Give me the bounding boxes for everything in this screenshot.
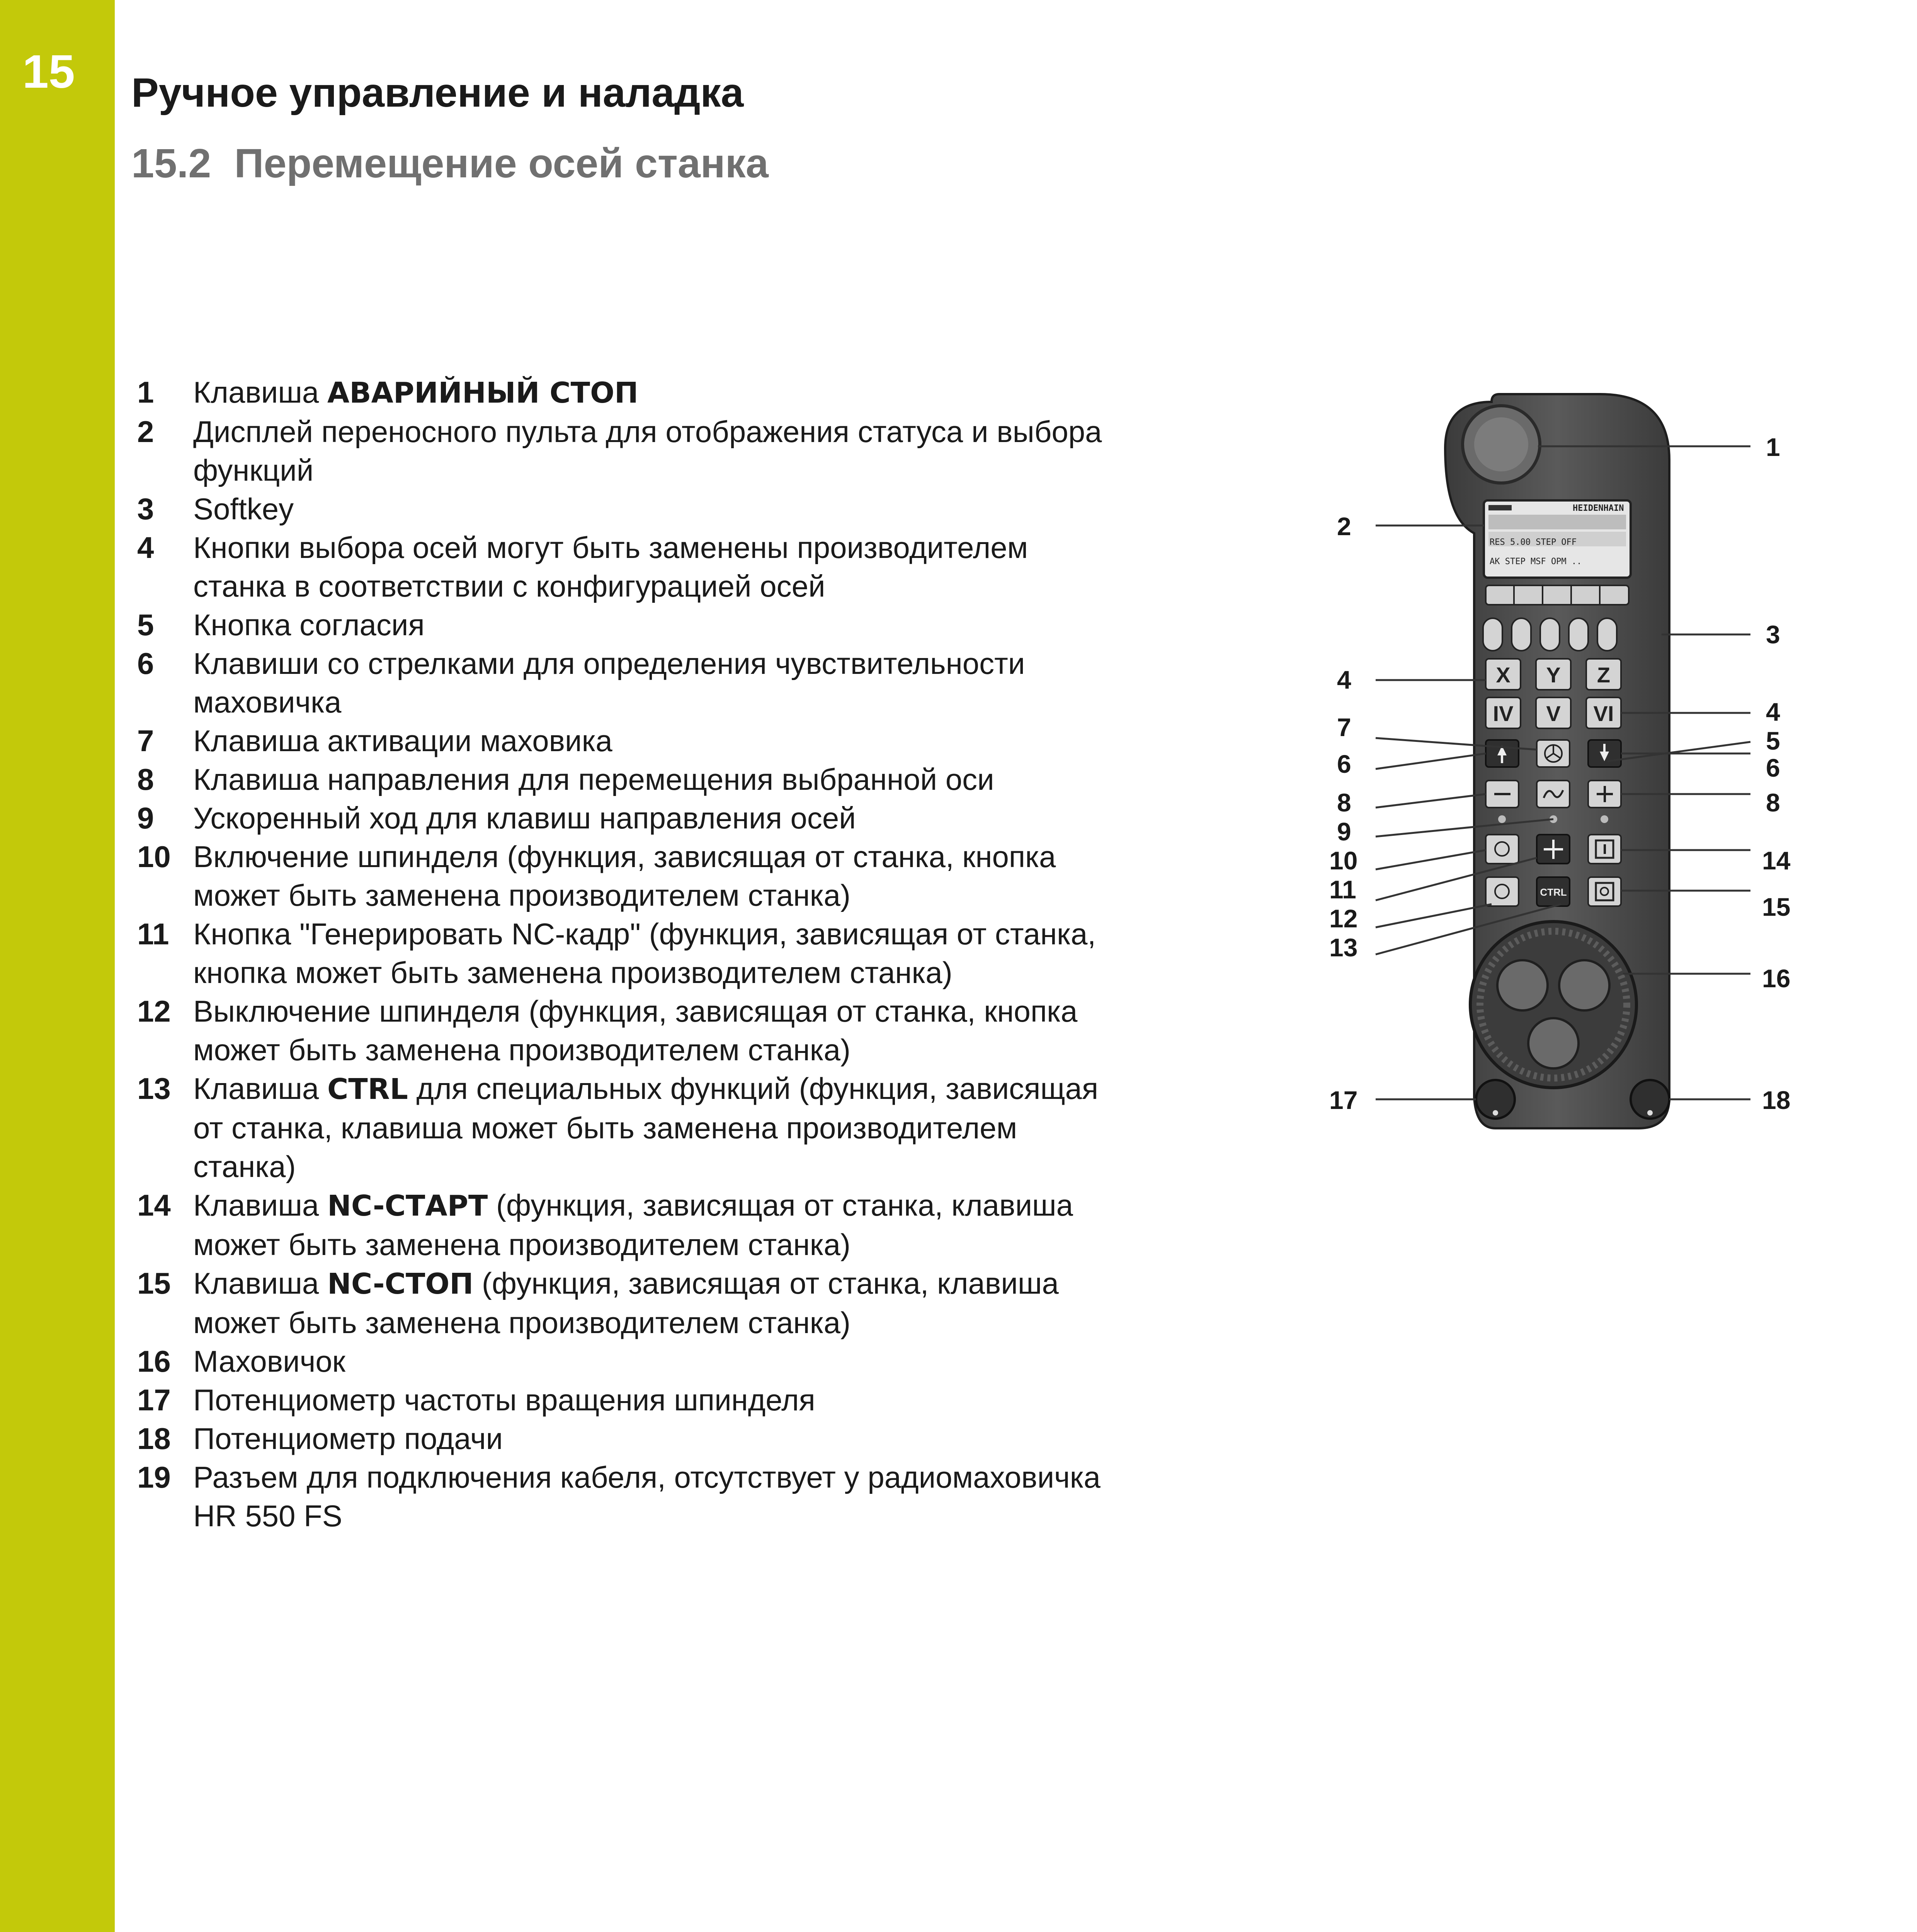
axis-key-vi: VI xyxy=(1593,701,1614,726)
legend-item xyxy=(137,799,1126,837)
legend-item-number: 7 xyxy=(137,724,154,758)
legend-item-text: Выключение шпинделя (функция, зависящая от станка, кнопка может быть заменена производителем станка) xyxy=(193,994,1078,1067)
axis-key-y: Y xyxy=(1546,663,1561,687)
legend-item xyxy=(137,490,1126,528)
legend-item-number: 11 xyxy=(137,917,169,951)
legend-item-number: 5 xyxy=(137,608,154,642)
legend-item-keyword: АВАРИЙНЫЙ СТОП xyxy=(327,376,638,410)
callout-7: 7 xyxy=(1337,713,1351,742)
legend-item xyxy=(137,528,1126,605)
axis-key-iv: IV xyxy=(1493,701,1514,726)
callout-11: 11 xyxy=(1329,875,1356,904)
callout-15: 15 xyxy=(1762,893,1791,921)
callout-8-right: 8 xyxy=(1766,788,1780,817)
callout-18: 18 xyxy=(1762,1086,1791,1114)
softkey-bar xyxy=(1486,585,1629,605)
legend-item-number: 16 xyxy=(137,1344,171,1378)
legend-item xyxy=(137,412,1126,490)
display-line-1: RES 5.00 STEP OFF xyxy=(1490,537,1577,547)
legend-item-number: 2 xyxy=(137,415,154,449)
legend-item-keyword: NC-СТОП xyxy=(327,1267,474,1301)
legend-item-text: Маховичок xyxy=(193,1344,345,1378)
callout-16: 16 xyxy=(1762,964,1791,993)
legend-item xyxy=(137,644,1126,721)
legend-item xyxy=(137,373,1126,412)
legend-item-text: Кнопка "Генерировать NC-кадр" (функция, зависящая от станка, кнопка может быть заменена производителем станка) xyxy=(193,917,1096,990)
legend-item-number: 4 xyxy=(137,531,154,565)
legend-item xyxy=(137,1342,1126,1381)
legend-item xyxy=(137,1419,1126,1458)
legend-item xyxy=(137,1069,1126,1186)
legend-item-number: 12 xyxy=(137,994,171,1028)
legend-item-text: Потенциометр подачи xyxy=(193,1422,503,1456)
callout-6-right: 6 xyxy=(1766,753,1780,782)
axis-key-x: X xyxy=(1496,663,1510,687)
callout-3: 3 xyxy=(1766,620,1780,649)
callout-5: 5 xyxy=(1766,726,1780,755)
callout-9: 9 xyxy=(1337,817,1351,846)
legend-item-keyword: CTRL xyxy=(327,1073,408,1106)
chapter-number: 15 xyxy=(22,45,75,98)
handwheel-knob-icon xyxy=(1470,922,1636,1088)
callout-6-left: 6 xyxy=(1337,750,1351,778)
legend-item-text: Клавиша xyxy=(193,375,327,409)
legend-item-number: 13 xyxy=(137,1071,171,1105)
legend-item-text-rest: для специальных функций (функция, зависящая от станка, клавиша может быть заменена производителем станка) xyxy=(193,1071,1099,1184)
callout-4-right: 4 xyxy=(1766,697,1780,726)
legend-item xyxy=(137,1458,1126,1535)
legend-list xyxy=(137,373,1126,1535)
legend-item-text: Кнопка согласия xyxy=(193,608,425,642)
direction-row xyxy=(1486,781,1621,808)
section-title-text: Перемещение осей станка xyxy=(234,141,769,186)
callout-2: 2 xyxy=(1337,512,1351,541)
legend-item-text: Включение шпинделя (функция, зависящая от станка, кнопка может быть заменена производителем станка) xyxy=(193,840,1056,912)
section-number: 15.2 xyxy=(131,141,211,186)
callout-17: 17 xyxy=(1329,1086,1358,1114)
axis-key-z: Z xyxy=(1597,663,1611,687)
callout-14: 14 xyxy=(1762,846,1791,875)
legend-item xyxy=(137,1264,1126,1342)
legend-item-number: 8 xyxy=(137,762,154,796)
legend-item-text: Ускоренный ход для клавиш направления осей xyxy=(193,801,856,835)
legend-item-text: Softkey xyxy=(193,492,294,526)
legend-item-text-rest: (функция, зависящая от станка, клавиша может быть заменена производителем станка) xyxy=(193,1188,1073,1262)
legend-item xyxy=(137,760,1126,799)
callout-12: 12 xyxy=(1329,904,1358,933)
function-row-1 xyxy=(1486,835,1621,864)
legend-item-number: 9 xyxy=(137,801,154,835)
callout-10: 10 xyxy=(1329,846,1358,875)
function-row-2 xyxy=(1486,877,1621,906)
axis-key-v: V xyxy=(1546,701,1561,726)
callout-13: 13 xyxy=(1329,933,1358,962)
section-title xyxy=(131,140,769,187)
legend-item-number: 17 xyxy=(137,1383,171,1417)
handwheel-figure xyxy=(1329,371,1832,1182)
legend-item-number: 19 xyxy=(137,1460,171,1494)
legend-item xyxy=(137,1381,1126,1419)
legend-item-keyword: NC-СТАРТ xyxy=(327,1189,488,1223)
sensitivity-row xyxy=(1486,740,1621,767)
callout-8-left: 8 xyxy=(1337,788,1351,817)
legend-item-number: 6 xyxy=(137,646,154,680)
legend-item xyxy=(137,915,1126,992)
legend-item-text: Клавиши со стрелками для определения чувствительности маховичка xyxy=(193,646,1025,719)
legend-item-text: Потенциометр частоты вращения шпинделя xyxy=(193,1383,815,1417)
legend-item-text: Клавиша xyxy=(193,1266,327,1300)
legend-item-text: Клавиша xyxy=(193,1188,327,1222)
legend-item-text: Клавиша активации маховика xyxy=(193,724,612,758)
legend-item-number: 18 xyxy=(137,1422,171,1456)
legend-item-text: Клавиша xyxy=(193,1071,327,1105)
legend-item-text-rest: (функция, зависящая от станка, клавиша может быть заменена производителем станка) xyxy=(193,1266,1059,1340)
legend-item-text: Дисплей переносного пульта для отображения статуса и выбора функций xyxy=(193,415,1102,487)
legend-item-text: Клавиша направления для перемещения выбранной оси xyxy=(193,762,994,796)
legend-item xyxy=(137,605,1126,644)
legend-item xyxy=(137,837,1126,915)
handwheel-illustration xyxy=(1329,371,1832,1182)
legend-item-number: 3 xyxy=(137,492,154,526)
legend-item xyxy=(137,1186,1126,1264)
legend-item-number: 10 xyxy=(137,840,171,874)
legend-item xyxy=(137,992,1126,1069)
callout-1: 1 xyxy=(1766,433,1780,461)
display-line-2: AK STEP MSF OPM .. xyxy=(1490,557,1582,566)
chapter-title: Ручное управление и наладка xyxy=(131,70,744,116)
legend-item-number: 14 xyxy=(137,1188,171,1222)
ctrl-key-label: CTRL xyxy=(1540,886,1567,898)
chapter-side-bar xyxy=(0,0,115,1932)
legend-item-text: Кнопки выбора осей могут быть заменены производителем станка в соответствии с конфигурацией осей xyxy=(193,531,1028,603)
callout-4-left: 4 xyxy=(1337,665,1351,694)
legend-item-text: Разъем для подключения кабеля, отсутствует у радиомаховичка HR 550 FS xyxy=(193,1460,1101,1533)
display-brand: HEIDENHAIN xyxy=(1573,503,1624,513)
legend-item-number: 15 xyxy=(137,1266,171,1300)
legend-item-number: 1 xyxy=(137,375,154,409)
legend-item xyxy=(137,721,1126,760)
